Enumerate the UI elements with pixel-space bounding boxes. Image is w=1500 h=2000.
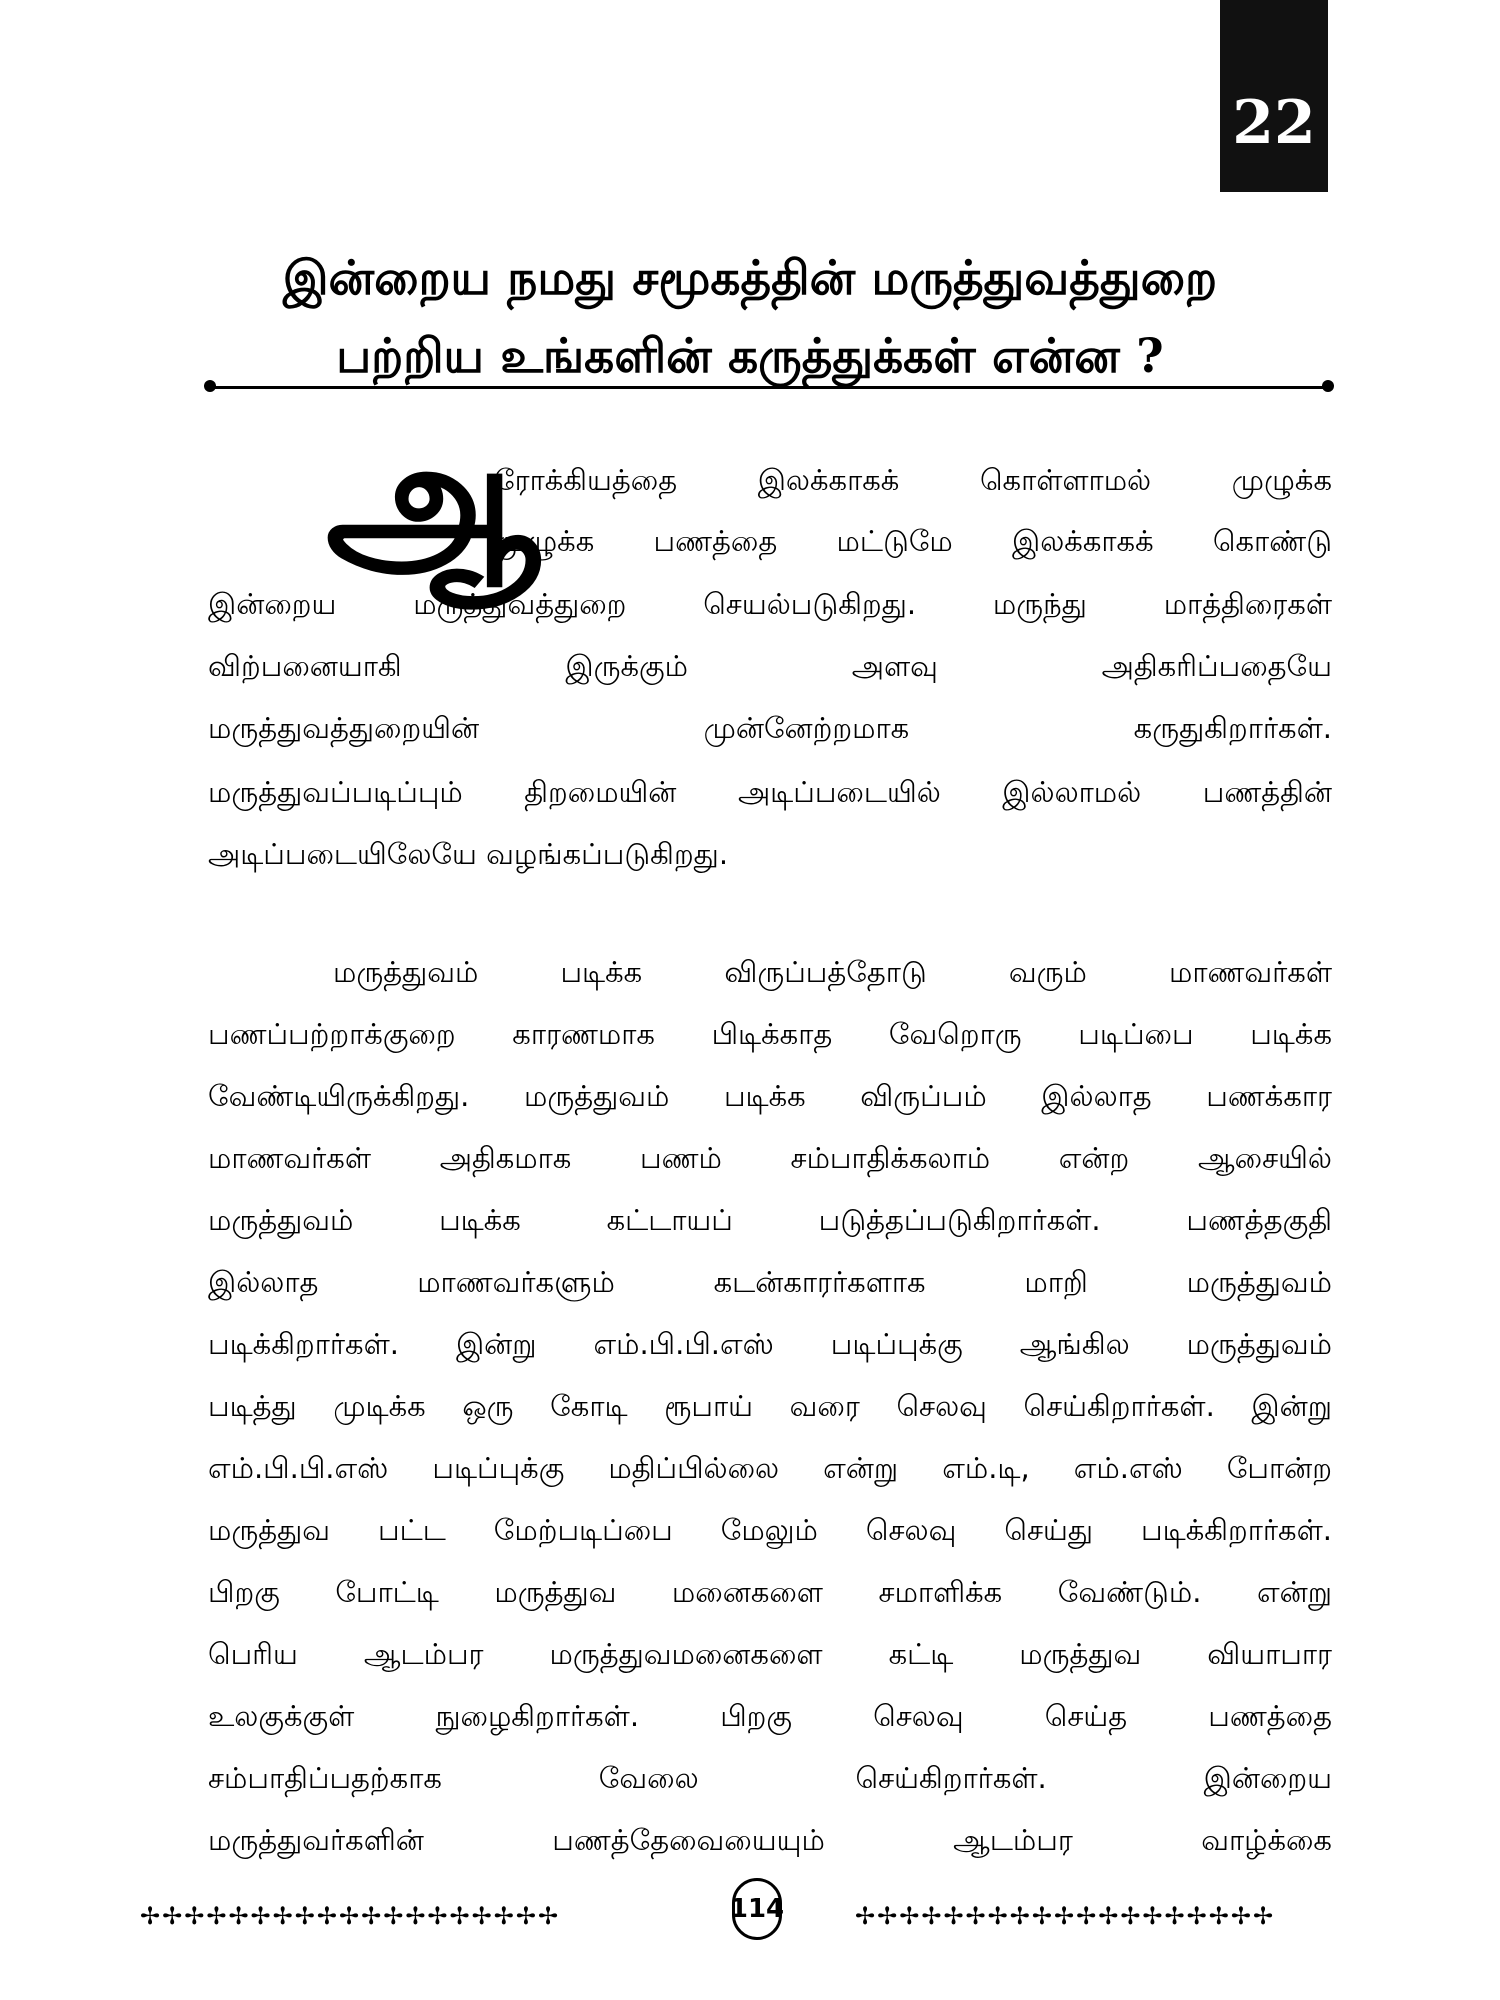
paragraph-line: பெரிய ஆடம்பர மருத்துவமனைகளை கட்டி மருத்துவ வியாபார — [208, 1637, 1332, 1671]
page-number-text: 114 — [729, 1894, 785, 1924]
paragraph-line: படிக்கிறார்கள். இன்று எம்.பி.பி.எஸ் படிப்புக்கு ஆங்கில மருத்துவம் — [208, 1327, 1332, 1361]
divider-dot-left — [204, 380, 216, 392]
title-divider — [210, 386, 1328, 389]
paragraph-line: படித்து முடிக்க ஒரு கோடி ரூபாய் வரை செலவு செய்கிறார்கள். இன்று — [208, 1389, 1332, 1423]
chapter-number-box — [1220, 0, 1328, 192]
paragraph-line: மருத்துவ பட்ட மேற்படிப்பை மேலும் செலவு செய்து படிக்கிறார்கள். — [208, 1513, 1332, 1547]
paragraph-line: பணப்பற்றாக்குறை காரணமாக பிடிக்காத வேறொரு படிப்பை படிக்க — [208, 1017, 1332, 1051]
paragraph-line: இல்லாத மாணவர்களும் கடன்காரர்களாக மாறி மருத்துவம் — [208, 1265, 1332, 1299]
paragraph-line: மருத்துவப்படிப்பும் திறமையின் அடிப்படையில் இல்லாமல் பணத்தின் — [208, 775, 1332, 809]
footer-ornament-left: ✢✢✢✢✢✢✢✢✢✢✢✢✢✢✢✢✢✢✢ — [140, 1902, 561, 1930]
paragraph-line: முழுக்க பணத்தை மட்டுமே இலக்காகக் கொண்டு — [494, 524, 1332, 558]
drop-cap: ஆ — [326, 401, 541, 599]
paragraph-line: பிறகு போட்டி மருத்துவ மனைகளை சமாளிக்க வேண்டும். என்று — [208, 1575, 1332, 1609]
paragraph-line: சம்பாதிப்பதற்காக வேலை செய்கிறார்கள். இன்றைய — [208, 1761, 1332, 1795]
paragraph-line: மருத்துவம் படிக்க விருப்பத்தோடு வரும் மாணவர்கள் — [333, 955, 1332, 989]
paragraph-line: அடிப்படையிலேயே வழங்கப்படுகிறது. — [208, 837, 729, 871]
paragraph-line: மருத்துவம் படிக்க கட்டாயப் படுத்தப்படுகிறார்கள். பணத்தகுதி — [208, 1203, 1332, 1237]
chapter-number: 22 — [1232, 88, 1316, 158]
divider-dot-right — [1322, 380, 1334, 392]
paragraph-line: மாணவர்கள் அதிகமாக பணம் சம்பாதிக்கலாம் என்ற ஆசையில் — [208, 1141, 1332, 1175]
paragraph-line: உலகுக்குள் நுழைகிறார்கள். பிறகு செலவு செய்த பணத்தை — [208, 1699, 1332, 1733]
title-line: இன்றைய நமது சமூகத்தின் மருத்துவத்துறை — [282, 251, 1218, 306]
paragraph-line: விற்பனையாகி இருக்கும் அளவு அதிகரிப்பதையே — [208, 649, 1332, 683]
paragraph-line: மருத்துவர்களின் பணத்தேவையையும் ஆடம்பர வாழ்க்கை — [208, 1823, 1332, 1857]
title-line: பற்றிய உங்களின் கருத்துக்கள் என்ன ? — [336, 329, 1164, 384]
footer-ornament-right: ✢✢✢✢✢✢✢✢✢✢✢✢✢✢✢✢✢✢✢ — [855, 1902, 1276, 1930]
paragraph-line: வேண்டியிருக்கிறது. மருத்துவம் படிக்க விருப்பம் இல்லாத பணக்கார — [208, 1079, 1332, 1113]
paragraph-line: ரோக்கியத்தை இலக்காகக் கொள்ளாமல் முழுக்க — [494, 463, 1332, 497]
paragraph-line: மருத்துவத்துறையின் முன்னேற்றமாக கருதுகிறார்கள். — [208, 711, 1332, 745]
chapter-title — [150, 240, 1350, 396]
paragraph-line: இன்றைய மருத்துவத்துறை செயல்படுகிறது. மருந்து மாத்திரைகள் — [208, 587, 1332, 621]
paragraph-line: எம்.பி.பி.எஸ் படிப்புக்கு மதிப்பில்லை என்று எம்.டி, எம்.எஸ் போன்ற — [208, 1451, 1332, 1485]
page-number — [729, 1878, 785, 1940]
